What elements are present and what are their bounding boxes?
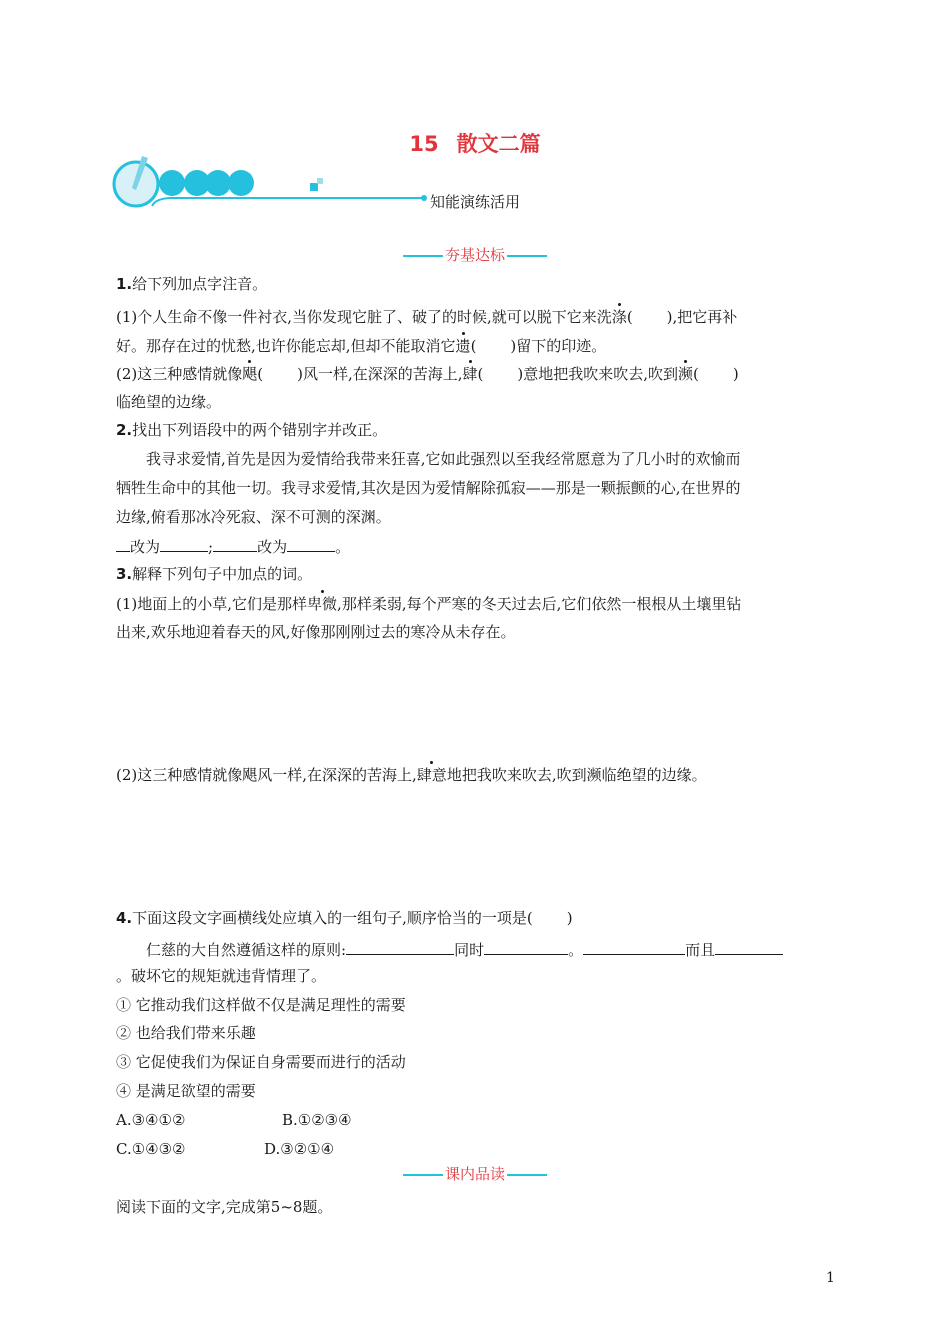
q4-option-c[interactable]: C.①④③② <box>116 1140 186 1158</box>
q4-item: ② 也给我们带来乐趣 <box>116 1024 256 1042</box>
q4-option-a[interactable]: A.③④①② <box>116 1111 186 1129</box>
reading-intro: 阅读下面的文字,完成第5~8题。 <box>116 1198 333 1216</box>
banner-label: 知能演练活用 <box>430 193 521 211</box>
q2-answer-line: 改为 ; 改为 。 <box>116 536 350 557</box>
q1-line-3: (2)这三种感情就像飓( )风一样,在深深的苦海上,肆( )意地把我吹来吹去,吹到濒( ) <box>116 365 739 383</box>
section-reading: 课内品读 <box>0 1163 950 1184</box>
q1-line-2: 好。那存在过的忧愁,也许你能忘却,但却不能取消它遗( )留下的印迹。 <box>116 337 607 355</box>
q2-prompt: 2.找出下列语段中的两个错别字并改正。 <box>116 421 388 439</box>
answer-blank[interactable] <box>484 939 568 955</box>
answer-blank[interactable] <box>116 536 130 552</box>
q1-prompt: 1.给下列加点字注音。 <box>116 275 268 293</box>
q1-line-1: (1)个人生命不像一件衬衣,当你发现它脏了、破了的时候,就可以脱下它来洗涤( ),把它再补 <box>116 308 738 326</box>
q2-passage-3: 边缘,俯看那冰冷死寂、深不可测的深渊。 <box>116 508 391 526</box>
square-icon <box>310 183 318 191</box>
answer-blank[interactable] <box>583 939 685 955</box>
page-number: 1 <box>826 1270 835 1286</box>
q3-prompt: 3.解释下列句子中加点的词。 <box>116 565 313 583</box>
lesson-number: 15 <box>409 132 439 156</box>
q4-option-d[interactable]: D.③②①④ <box>264 1140 335 1158</box>
q2-passage-1: 我寻求爱情,首先是因为爱情给我带来狂喜,它如此强烈以至我经常愿意为了几小时的欢愉而 <box>146 450 741 468</box>
q4-item: ④ 是满足欲望的需要 <box>116 1082 256 1100</box>
q1-line-4: 临绝望的边缘。 <box>116 393 222 411</box>
q3-sentence-1b: 出来,欢乐地迎着春天的风,好像那刚刚过去的寒冷从未存在。 <box>116 623 516 641</box>
answer-blank[interactable] <box>715 939 783 955</box>
q4-stem-end: 。破坏它的规矩就违背情理了。 <box>116 967 327 985</box>
q4-item: ③ 它促使我们为保证自身需要而进行的活动 <box>116 1053 406 1071</box>
q4-option-b[interactable]: B.①②③④ <box>282 1111 352 1129</box>
answer-blank[interactable] <box>160 536 208 552</box>
section-basics: 夯基达标 <box>0 244 950 265</box>
q4-item: ① 它推动我们这样做不仅是满足理性的需要 <box>116 996 406 1014</box>
q2-passage-2: 牺牲生命中的其他一切。我寻求爱情,其次是因为爱情解除孤寂——那是一颗振颤的心,在世界的 <box>116 479 741 497</box>
q4-prompt: 4.下面这段文字画横线处应填入的一组句子,顺序恰当的一项是( ) <box>116 909 573 927</box>
answer-blank[interactable] <box>346 939 454 955</box>
q4-stem: 仁慈的大自然遵循这样的原则: 同时 。 而且 <box>146 939 783 960</box>
lesson-title-text: 散文二篇 <box>456 132 541 156</box>
q3-sentence-2: (2)这三种感情就像飓风一样,在深深的苦海上,肆意地把我吹来吹去,吹到濒临绝望的边缘。 <box>116 766 707 784</box>
q3-sentence-1: (1)地面上的小草,它们是那样卑微,那样柔弱,每个严寒的冬天过去后,它们依然一根根从土壤里钻 <box>116 595 742 613</box>
answer-blank[interactable] <box>287 536 335 552</box>
answer-blank[interactable] <box>213 536 257 552</box>
